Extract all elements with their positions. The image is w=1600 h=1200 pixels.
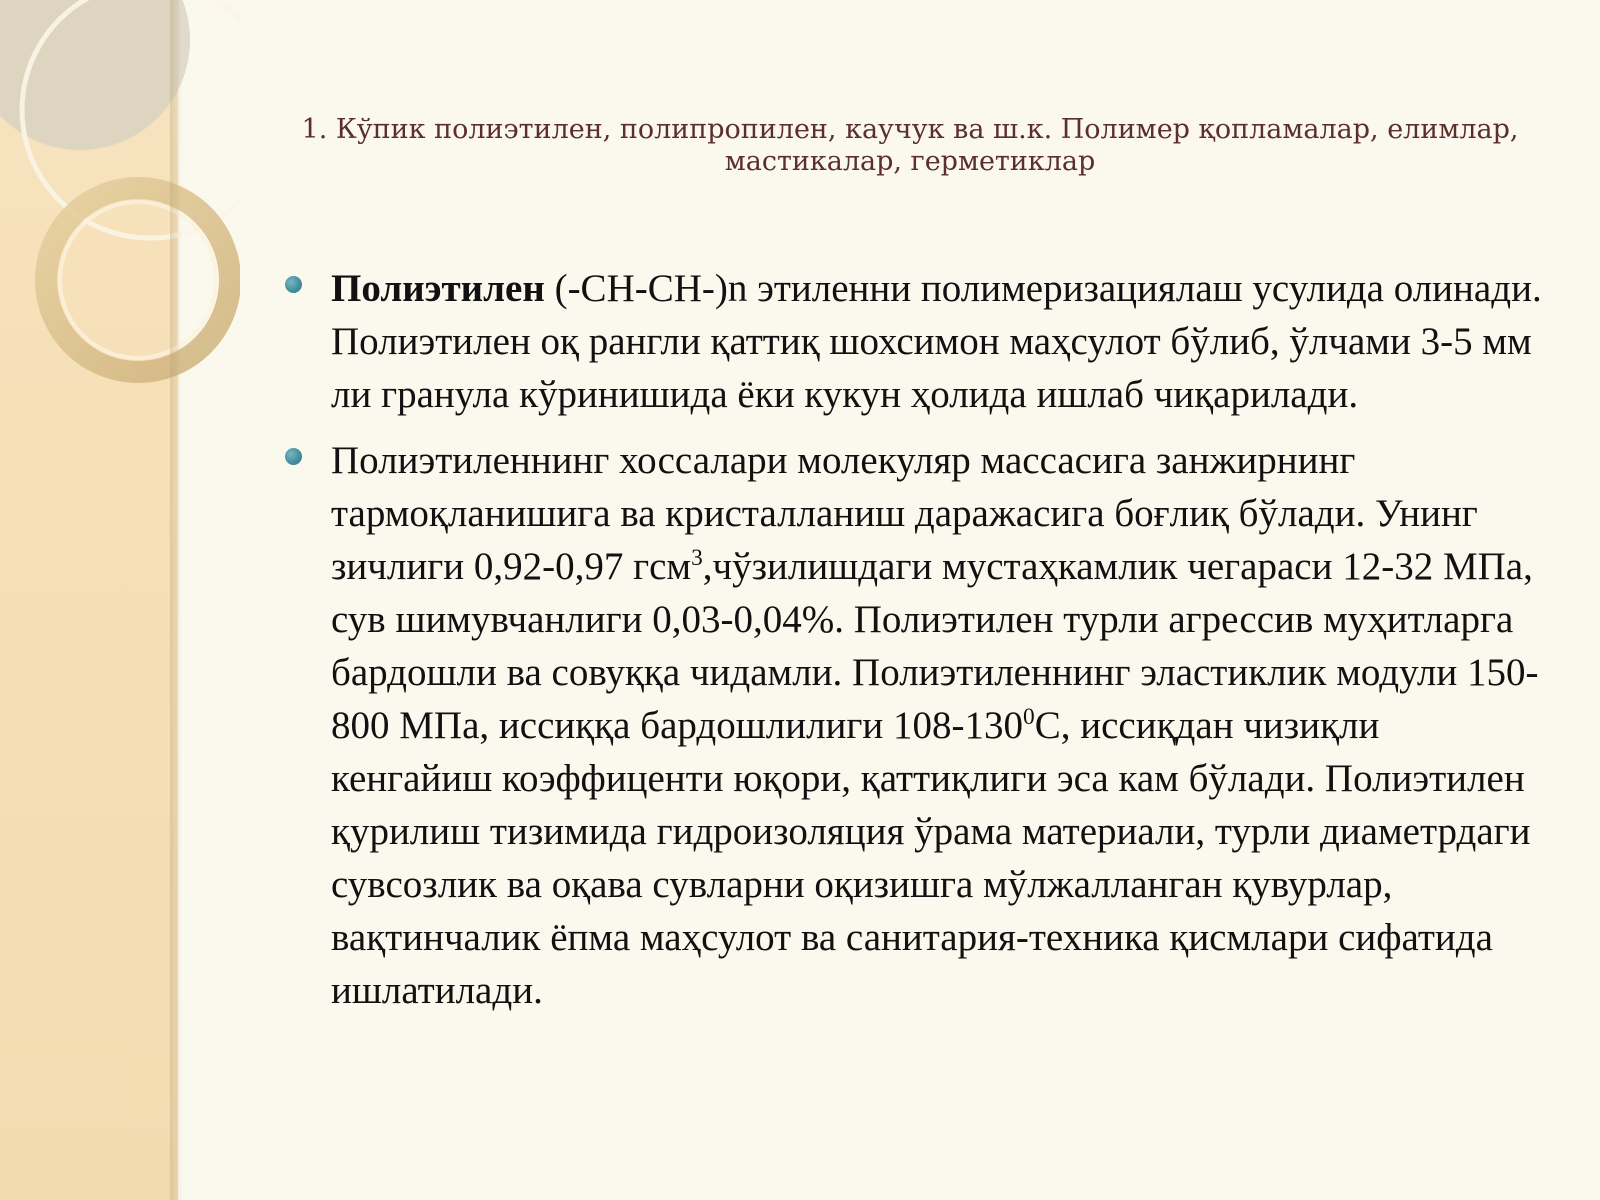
bullet-text-part: С, иссиқдан чизиқли кенгайиш коэффиценти юқори, қаттиқлиги эса кам бўлади. Полиэтилен қурилиш тизимида гидроизоляция ўрама материали, турли диаметрдаги сувсозлик ва оқава сувларни оқизишга мўлжалланган қувурлар, вақтинчалик ёпма маҳсулот ва санитария-техника қисмлари сифатида ишлатилади.: [331, 704, 1531, 1012]
superscript: 0: [1023, 704, 1035, 730]
bold-term: Полиэтилен: [331, 267, 545, 310]
superscript: 3: [691, 545, 703, 571]
bullet-list: [283, 262, 1543, 1030]
bullet-item: [283, 262, 1543, 421]
side-panel-shadow: [170, 0, 182, 1200]
decor-ring-highlight: [60, 202, 216, 358]
bullet-item: [283, 434, 1543, 1017]
bullet-dot-icon: [285, 448, 302, 465]
bullet-text-part: ,чўзилишдаги мустаҳкамлик чегараси 12-32 МПа, сув шимувчанлиги 0,03-0,04%. Полиэтилен турли агрессив муҳитларга бардошли ва совуққа чидамли. Полиэтиленнинг эластиклик модули 150-800 МПа, иссиққа бардошлилиги 108-130: [331, 545, 1539, 747]
decor-thick-ring: [46, 188, 230, 372]
bullet-text: (-СН-СН-)n этиленни полимеризациялаш усулида олинади. Полиэтилен оқ рангли қаттиқ шохсимон маҳсулот бўлиб, ўлчами 3-5 мм ли гранула кўринишида ёки кукун ҳолида ишлаб чиқарилади.: [331, 267, 1542, 416]
decorative-rings: [0, 0, 240, 420]
bullet-dot-icon: [285, 276, 302, 293]
slide-title: 1. Кўпик полиэтилен, полипропилен, каучук ва ш.к. Полимер қопламалар, елимлар, мастикалар, герметиклар: [301, 114, 1519, 177]
bullet-text-part: Полиэтиленнинг хоссалари молекуляр массасига занжирнинг тармоқланишига ва кристалланиш даражасига боғлиқ бўлади. Унинг зичлиги 0,92-0,97 гсм: [331, 439, 1478, 588]
